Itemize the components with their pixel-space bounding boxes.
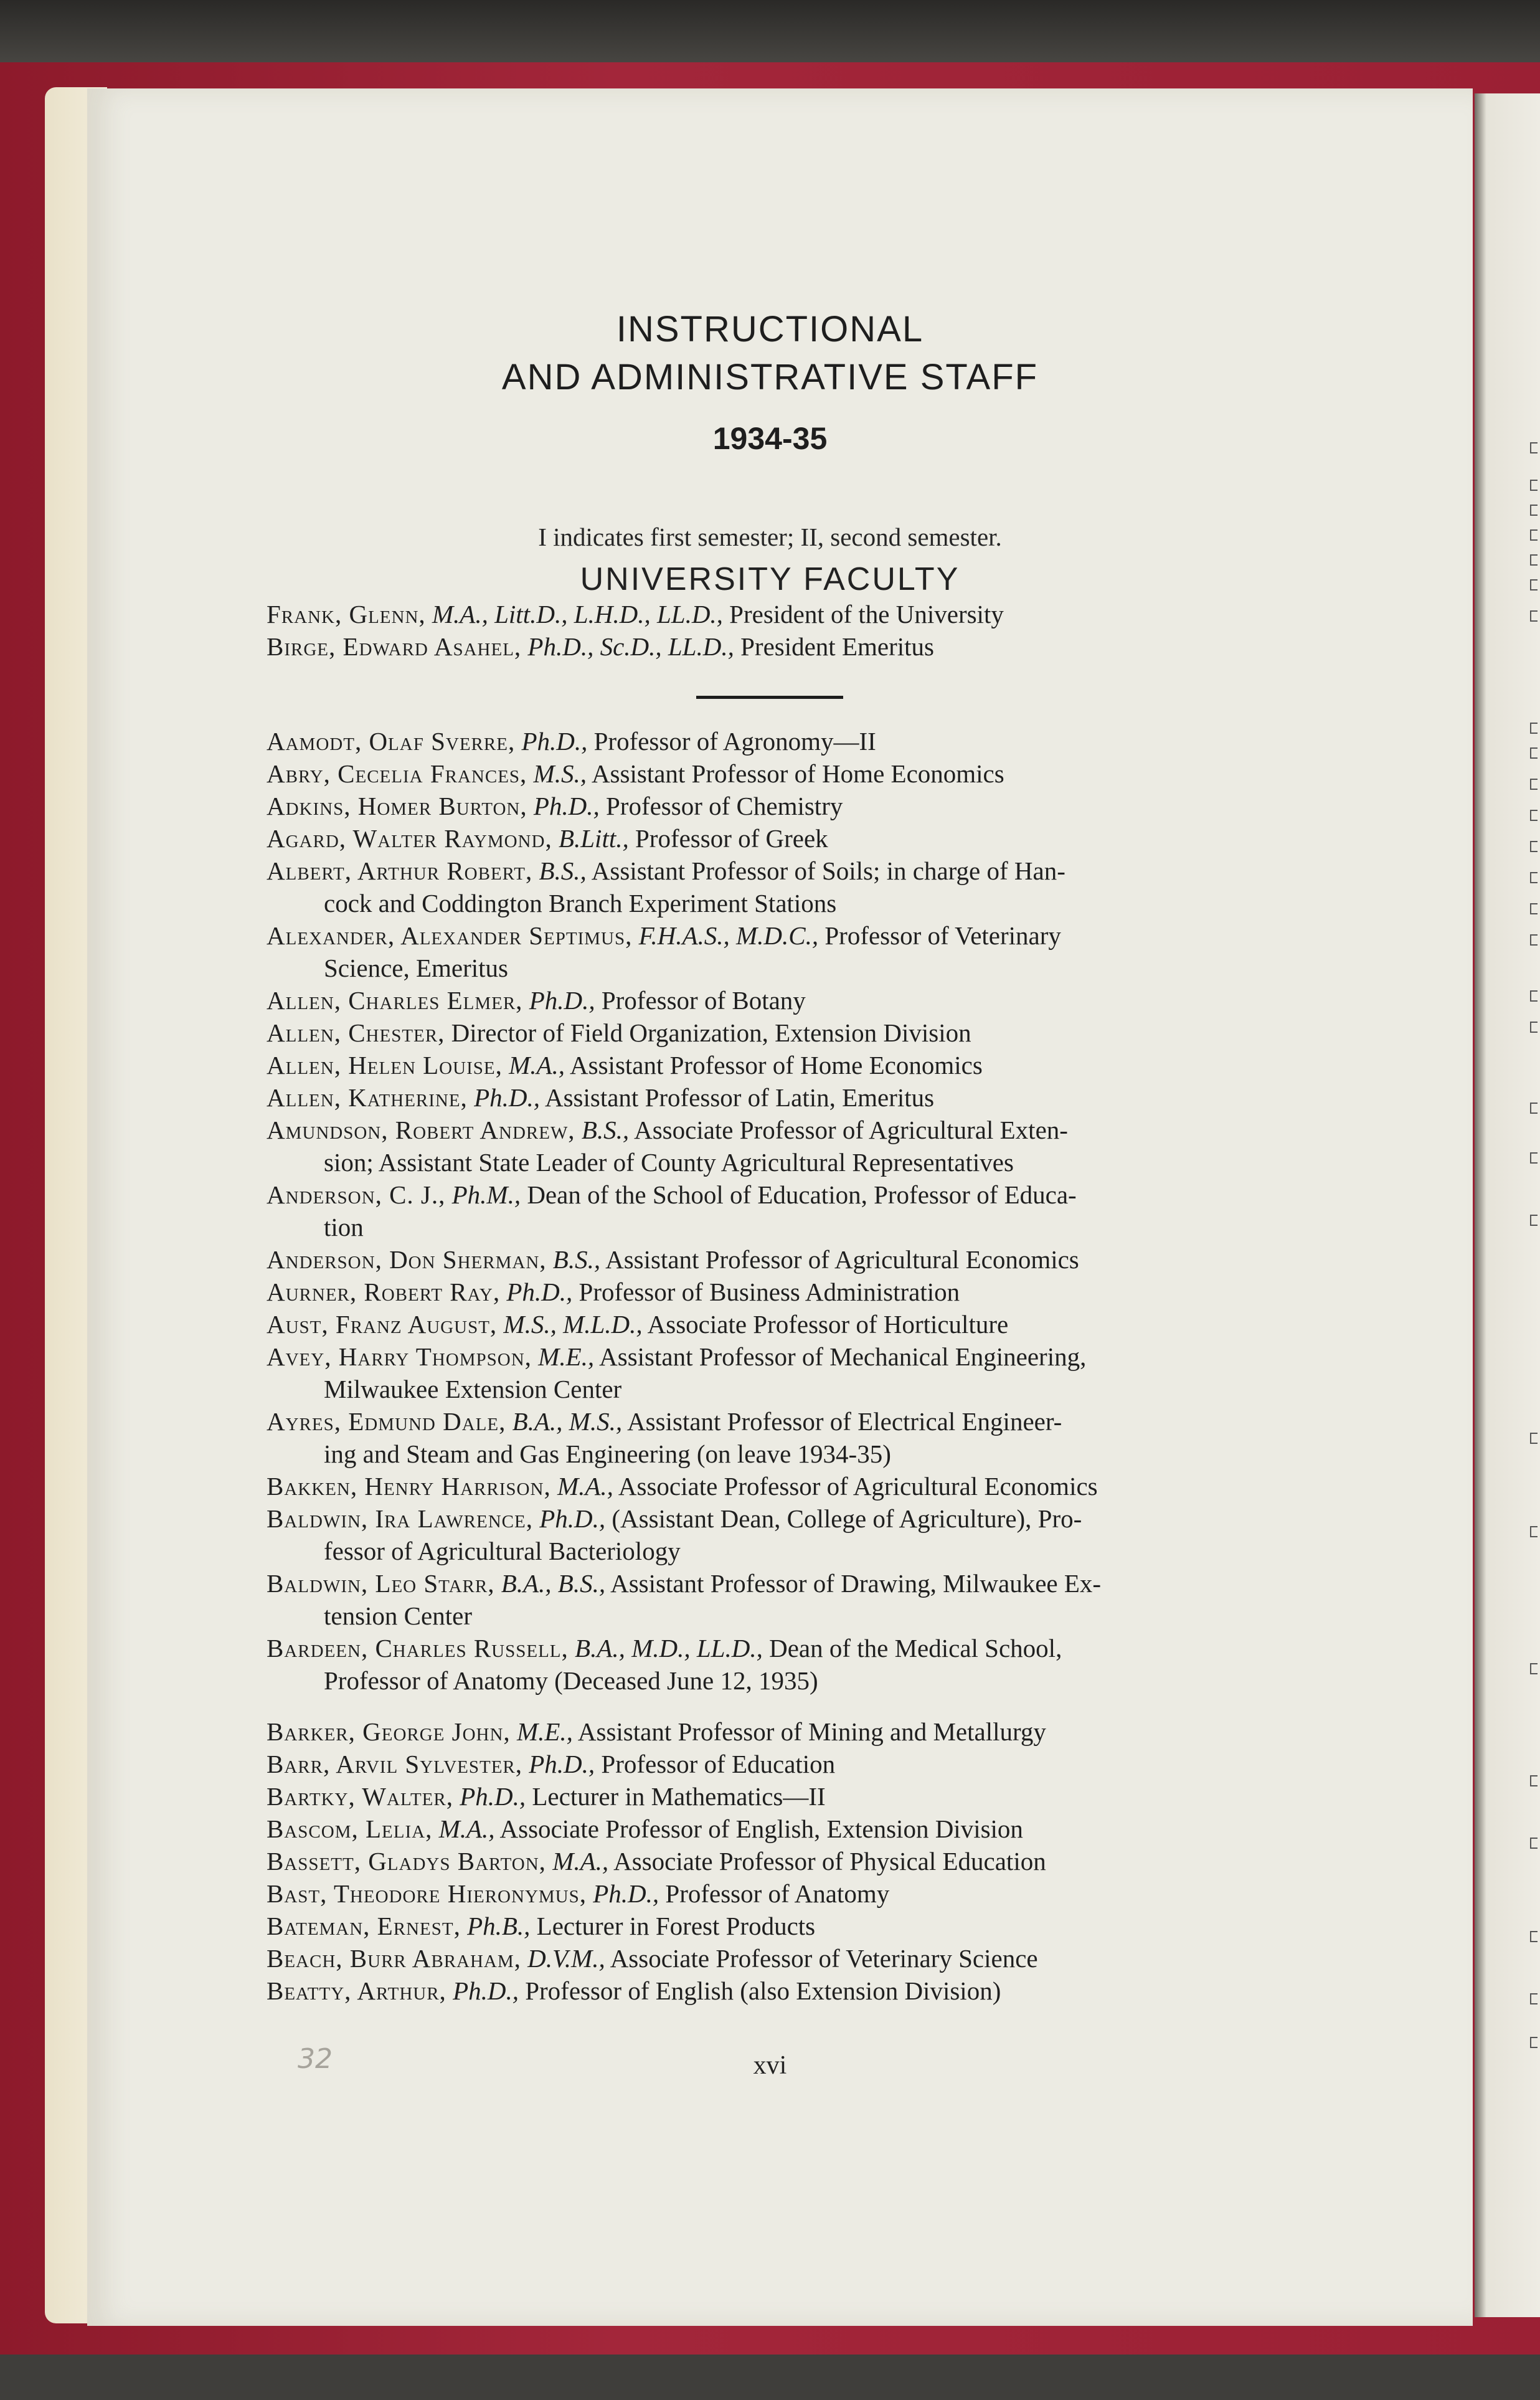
staff-title: Assistant Professor of Home Economics bbox=[591, 759, 1004, 788]
staff-title: Assistant Professor of Latin, Emeritus bbox=[544, 1083, 935, 1112]
staff-title: Associate Professor of Horticulture bbox=[647, 1310, 1009, 1339]
staff-entry bbox=[267, 1845, 1338, 1877]
staff-title: Associate Professor of Agricultural Exten- bbox=[634, 1116, 1068, 1144]
staff-degrees: Ph.D., bbox=[474, 1083, 540, 1112]
staff-entry bbox=[267, 822, 1338, 855]
heading-line-2: AND ADMINISTRATIVE STAFF bbox=[501, 357, 1039, 397]
staff-name: Adkins, Homer Burton, bbox=[267, 792, 527, 820]
staff-title: Professor of Anatomy bbox=[665, 1879, 890, 1908]
staff-degrees: M.E., bbox=[516, 1717, 573, 1746]
staff-entry bbox=[267, 1017, 1338, 1049]
staff-entry bbox=[267, 725, 1338, 757]
heading-line-1: INSTRUCTIONAL bbox=[616, 309, 924, 349]
staff-name: Avey, Harry Thompson, bbox=[267, 1342, 532, 1371]
staff-name: Aurner, Robert Ray, bbox=[267, 1278, 501, 1306]
staff-name: Abry, Cecelia Frances, bbox=[267, 759, 527, 788]
staff-title: Lecturer in Mathematics—II bbox=[532, 1782, 826, 1811]
staff-title: Associate Professor of English, Extension Division bbox=[499, 1814, 1023, 1843]
staff-name: Bakken, Henry Harrison, bbox=[267, 1472, 551, 1501]
staff-entry bbox=[267, 1632, 1338, 1697]
officers-list bbox=[267, 598, 1294, 663]
staff-name: Baldwin, Leo Starr, bbox=[267, 1569, 495, 1598]
staff-name: Allen, Katherine, bbox=[267, 1083, 468, 1112]
staff-title-continued: sion; Assistant State Leader of County Agricultural Representatives bbox=[324, 1148, 1014, 1177]
staff-degrees: M.A., bbox=[552, 1847, 609, 1876]
section-heading: UNIVERSITY FACULTY bbox=[580, 561, 960, 597]
staff-title: Professor of Chemistry bbox=[606, 792, 843, 820]
staff-entry bbox=[267, 1910, 1338, 1942]
staff-title: Dean of the Medical School, bbox=[769, 1634, 1062, 1662]
staff-title-continued: fessor of Agricultural Bacteriology bbox=[324, 1537, 681, 1565]
staff-name: Agard, Walter Raymond, bbox=[267, 824, 552, 853]
staff-degrees: M.A., bbox=[438, 1814, 495, 1843]
staff-title: Assistant Professor of Electrical Engineer- bbox=[627, 1407, 1062, 1436]
staff-title: (Assistant Dean, College of Agriculture), Pro- bbox=[612, 1504, 1082, 1533]
staff-degrees: B.A., M.S., bbox=[512, 1407, 623, 1436]
staff-degrees: M.E., bbox=[538, 1342, 595, 1371]
staff-entry bbox=[267, 1340, 1338, 1405]
staff-name: Allen, Charles Elmer, bbox=[267, 986, 523, 1015]
staff-name: Bardeen, Charles Russell, bbox=[267, 1634, 569, 1662]
staff-title-continued: ing and Steam and Gas Engineering (on leave 1934-35) bbox=[324, 1440, 891, 1468]
staff-entry bbox=[267, 1276, 1338, 1308]
staff-title: Assistant Professor of Mining and Metallurgy bbox=[577, 1717, 1046, 1746]
staff-degrees: M.A., Litt.D., L.H.D., LL.D., bbox=[432, 600, 723, 628]
staff-title: Assistant Professor of Agricultural Economics bbox=[605, 1245, 1079, 1274]
staff-entry bbox=[267, 1243, 1338, 1276]
staff-entry bbox=[267, 1748, 1338, 1780]
staff-name: Anderson, C. J., bbox=[267, 1180, 446, 1209]
staff-name: Baldwin, Ira Lawrence, bbox=[267, 1504, 533, 1533]
staff-name: Allen, Helen Louise, bbox=[267, 1051, 503, 1079]
staff-name: Beatty, Arthur, bbox=[267, 1976, 446, 2005]
staff-entry bbox=[267, 1179, 1338, 1243]
staff-title: Professor of Greek bbox=[635, 824, 828, 853]
staff-name: Albert, Arthur Robert, bbox=[267, 856, 533, 885]
staff-name: Alexander, Alexander Septimus, bbox=[267, 921, 633, 950]
staff-name: Aust, Franz August, bbox=[267, 1310, 498, 1339]
staff-title-continued: Milwaukee Extension Center bbox=[324, 1375, 622, 1403]
staff-degrees: B.A., B.S., bbox=[501, 1569, 606, 1598]
staff-entry bbox=[267, 919, 1338, 984]
staff-entry bbox=[267, 598, 1294, 630]
staff-entry bbox=[267, 790, 1338, 822]
staff-title: Dean of the School of Education, Professor of Educa- bbox=[527, 1180, 1077, 1209]
staff-entry bbox=[267, 1780, 1338, 1813]
staff-title: Associate Professor of Agricultural Economics bbox=[618, 1472, 1098, 1501]
staff-name: Bascom, Lelia, bbox=[267, 1814, 433, 1843]
staff-degrees: F.H.A.S., M.D.C., bbox=[638, 921, 819, 950]
faculty-list bbox=[267, 725, 1338, 2007]
staff-name: Aamodt, Olaf Sverre, bbox=[267, 727, 516, 756]
staff-title: Assistant Professor of Soils; in charge of Han- bbox=[591, 856, 1065, 885]
page-number: xvi bbox=[753, 2051, 787, 2080]
staff-title-continued: Science, Emeritus bbox=[324, 954, 509, 982]
staff-entry bbox=[267, 1049, 1338, 1081]
staff-name: Frank, Glenn, bbox=[267, 600, 426, 628]
staff-title: Professor of Botany bbox=[601, 986, 806, 1015]
staff-title: Associate Professor of Veterinary Science bbox=[610, 1944, 1038, 1973]
staff-title-continued: Professor of Anatomy (Deceased June 12, 1935) bbox=[324, 1666, 818, 1695]
staff-title: Professor of English (also Extension Division) bbox=[525, 1976, 1001, 2005]
staff-entry bbox=[267, 1308, 1338, 1340]
staff-degrees: Ph.D., bbox=[521, 727, 588, 756]
staff-name: Bartky, Walter, bbox=[267, 1782, 453, 1811]
staff-degrees: Ph.D., bbox=[593, 1879, 659, 1908]
staff-name: Barker, George John, bbox=[267, 1717, 511, 1746]
staff-name: Bateman, Ernest, bbox=[267, 1912, 461, 1940]
pencil-mark: 32 bbox=[298, 2043, 333, 2075]
staff-degrees: B.Litt., bbox=[558, 824, 629, 853]
staff-degrees: Ph.D., bbox=[539, 1504, 606, 1533]
staff-degrees: Ph.B., bbox=[467, 1912, 531, 1940]
staff-entry bbox=[267, 1405, 1338, 1470]
heading-year: 1934-35 bbox=[712, 421, 828, 456]
staff-entry bbox=[267, 1114, 1338, 1179]
staff-name: Allen, Chester, bbox=[267, 1018, 445, 1047]
staff-entry bbox=[267, 1715, 1338, 1748]
staff-name: Beach, Burr Abraham, bbox=[267, 1944, 521, 1973]
staff-degrees: B.A., M.D., LL.D., bbox=[575, 1634, 763, 1662]
staff-entry bbox=[267, 1813, 1338, 1845]
staff-degrees: M.A., bbox=[509, 1051, 565, 1079]
staff-title: President of the University bbox=[729, 600, 1004, 628]
staff-entry bbox=[267, 1502, 1338, 1567]
semester-note: I indicates first semester; II, second semester. bbox=[538, 523, 1002, 551]
staff-title: Assistant Professor of Home Economics bbox=[570, 1051, 983, 1079]
staff-degrees: Ph.D., bbox=[533, 792, 600, 820]
staff-name: Barr, Arvil Sylvester, bbox=[267, 1750, 523, 1778]
staff-title: Assistant Professor of Mechanical Engineering, bbox=[599, 1342, 1087, 1371]
staff-degrees: B.S., bbox=[552, 1245, 601, 1274]
staff-entry bbox=[267, 1942, 1338, 1975]
staff-degrees: Ph.D., bbox=[453, 1976, 519, 2005]
staff-title: Professor of Veterinary bbox=[824, 921, 1061, 950]
staff-degrees: B.S., bbox=[539, 856, 587, 885]
staff-degrees: Ph.D., bbox=[506, 1278, 573, 1306]
staff-degrees: Ph.D., bbox=[529, 986, 595, 1015]
staff-title: Professor of Agronomy—II bbox=[593, 727, 876, 756]
divider-rule bbox=[696, 696, 843, 699]
staff-title: Director of Field Organization, Extension Division bbox=[451, 1018, 971, 1047]
staff-degrees: Ph.M., bbox=[451, 1180, 521, 1209]
staff-title-continued: tion bbox=[324, 1213, 364, 1241]
staff-title: Lecturer in Forest Products bbox=[536, 1912, 816, 1940]
staff-title: Associate Professor of Physical Education bbox=[613, 1847, 1046, 1876]
staff-name: Bassett, Gladys Barton, bbox=[267, 1847, 546, 1876]
staff-entry bbox=[267, 1567, 1338, 1632]
staff-degrees: Ph.D., bbox=[460, 1782, 526, 1811]
staff-title: Assistant Professor of Drawing, Milwaukee Ex- bbox=[610, 1569, 1102, 1598]
staff-entry bbox=[267, 757, 1338, 790]
staff-entry bbox=[267, 1877, 1338, 1910]
staff-degrees: M.S., M.L.D., bbox=[503, 1310, 643, 1339]
staff-entry bbox=[267, 1975, 1338, 2007]
staff-entry bbox=[267, 1470, 1338, 1502]
staff-name: Amundson, Robert Andrew, bbox=[267, 1116, 575, 1144]
staff-entry bbox=[267, 855, 1338, 919]
staff-name: Bast, Theodore Hieronymus, bbox=[267, 1879, 587, 1908]
staff-entry bbox=[267, 630, 1294, 663]
staff-degrees: Ph.D., bbox=[529, 1750, 595, 1778]
staff-degrees: M.S., bbox=[533, 759, 587, 788]
staff-title: Professor of Education bbox=[601, 1750, 836, 1778]
staff-entry bbox=[267, 984, 1338, 1017]
staff-name: Anderson, Don Sherman, bbox=[267, 1245, 547, 1274]
staff-entry bbox=[267, 1081, 1338, 1114]
staff-name: Ayres, Edmund Dale, bbox=[267, 1407, 506, 1436]
staff-name: Birge, Edward Asahel, bbox=[267, 632, 522, 661]
staff-title: President Emeritus bbox=[740, 632, 934, 661]
staff-title: Professor of Business Administration bbox=[579, 1278, 960, 1306]
staff-degrees: B.S., bbox=[581, 1116, 630, 1144]
staff-degrees: M.A., bbox=[557, 1472, 613, 1501]
staff-title-continued: cock and Coddington Branch Experiment Stations bbox=[324, 889, 837, 918]
staff-degrees: Ph.D., Sc.D., LL.D., bbox=[527, 632, 734, 661]
staff-degrees: D.V.M., bbox=[527, 1944, 605, 1973]
staff-title-continued: tension Center bbox=[324, 1601, 472, 1630]
